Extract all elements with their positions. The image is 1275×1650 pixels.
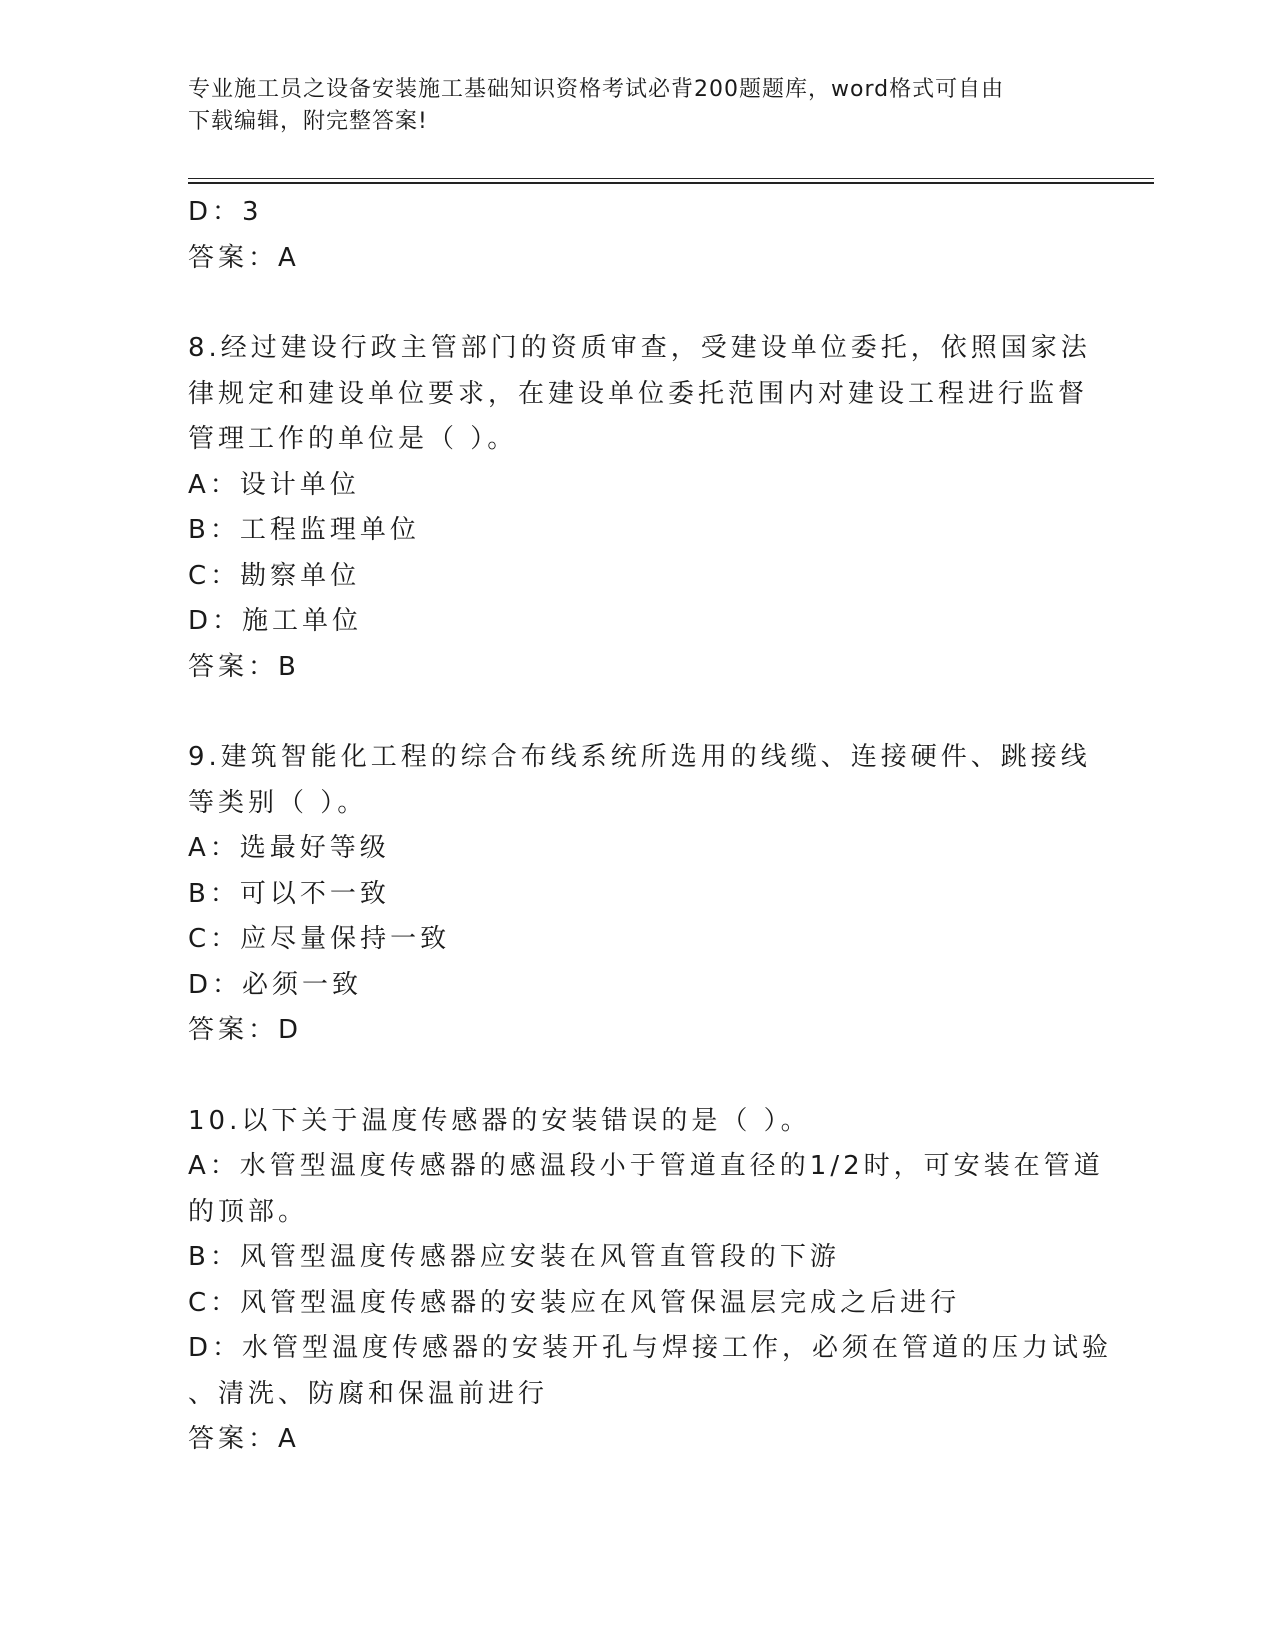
question-stem-line: 10.以下关于温度传感器的安装错误的是（ ）。 — [188, 1105, 811, 1136]
option-a: A：设计单位 — [188, 469, 360, 500]
question-stem-line: 8.经过建设行政主管部门的资质审查，受建设单位委托，依照国家法 — [188, 333, 1091, 363]
spacer — [188, 281, 1088, 326]
option-b: B：可以不一致 — [188, 878, 390, 909]
option-c: C：勘察单位 — [188, 560, 361, 591]
prev-question-tail — [188, 190, 1088, 281]
header-divider — [188, 178, 1154, 184]
option-a: A：选最好等级 — [188, 833, 390, 863]
option-d: D：水管型温度传感器的安装开孔与焊接工作，必须在管道的压力试验 — [188, 1333, 1113, 1363]
option-d: D：3 — [188, 197, 263, 227]
option-d: D：施工单位 — [188, 606, 363, 636]
option-c: C：风管型温度传感器的安装应在风管保温层完成之后进行 — [188, 1287, 961, 1318]
option-b: B：工程监理单位 — [188, 515, 420, 545]
option-d-continued: 、清洗、防腐和保温前进行 — [188, 1378, 549, 1409]
option-c: C：应尽量保持一致 — [188, 924, 451, 954]
question-stem-line: 管理工作的单位是（ ）。 — [188, 424, 518, 454]
option-a: A：水管型温度传感器的感温段小于管道直径的1/2时，可安装在管道 — [188, 1151, 1104, 1181]
question-stem-line: 律规定和建设单位要求，在建设单位委托范围内对建设工程进行监督 — [188, 378, 1089, 409]
header-title-line-1: 专业施工员之设备安装施工基础知识资格考试必背200题题库，word格式可自由 — [188, 77, 1005, 102]
option-b: B：风管型温度传感器应安装在风管直管段的下游 — [188, 1242, 840, 1272]
question-list — [188, 190, 1113, 1463]
spacer — [188, 690, 1088, 735]
option-a-continued: 的顶部。 — [188, 1196, 309, 1227]
question-stem-line: 9.建筑智能化工程的综合布线系统所选用的线缆、连接硬件、跳接线 — [188, 742, 1091, 772]
answer-line: 答案：D — [188, 1015, 303, 1045]
question-9 — [188, 735, 1091, 1054]
answer-line: 答案：B — [188, 651, 300, 682]
header-title-line-2: 下载编辑，附完整答案! — [188, 109, 428, 134]
question-stem-line: 等类别（ ）。 — [188, 787, 368, 818]
spacer — [188, 1054, 1088, 1099]
question-10 — [188, 1099, 1113, 1463]
answer-line: 答案：A — [188, 242, 300, 273]
question-8 — [188, 326, 1091, 690]
option-d: D：必须一致 — [188, 969, 363, 1000]
page-header — [188, 74, 1068, 138]
answer-line: 答案：A — [188, 1424, 300, 1454]
